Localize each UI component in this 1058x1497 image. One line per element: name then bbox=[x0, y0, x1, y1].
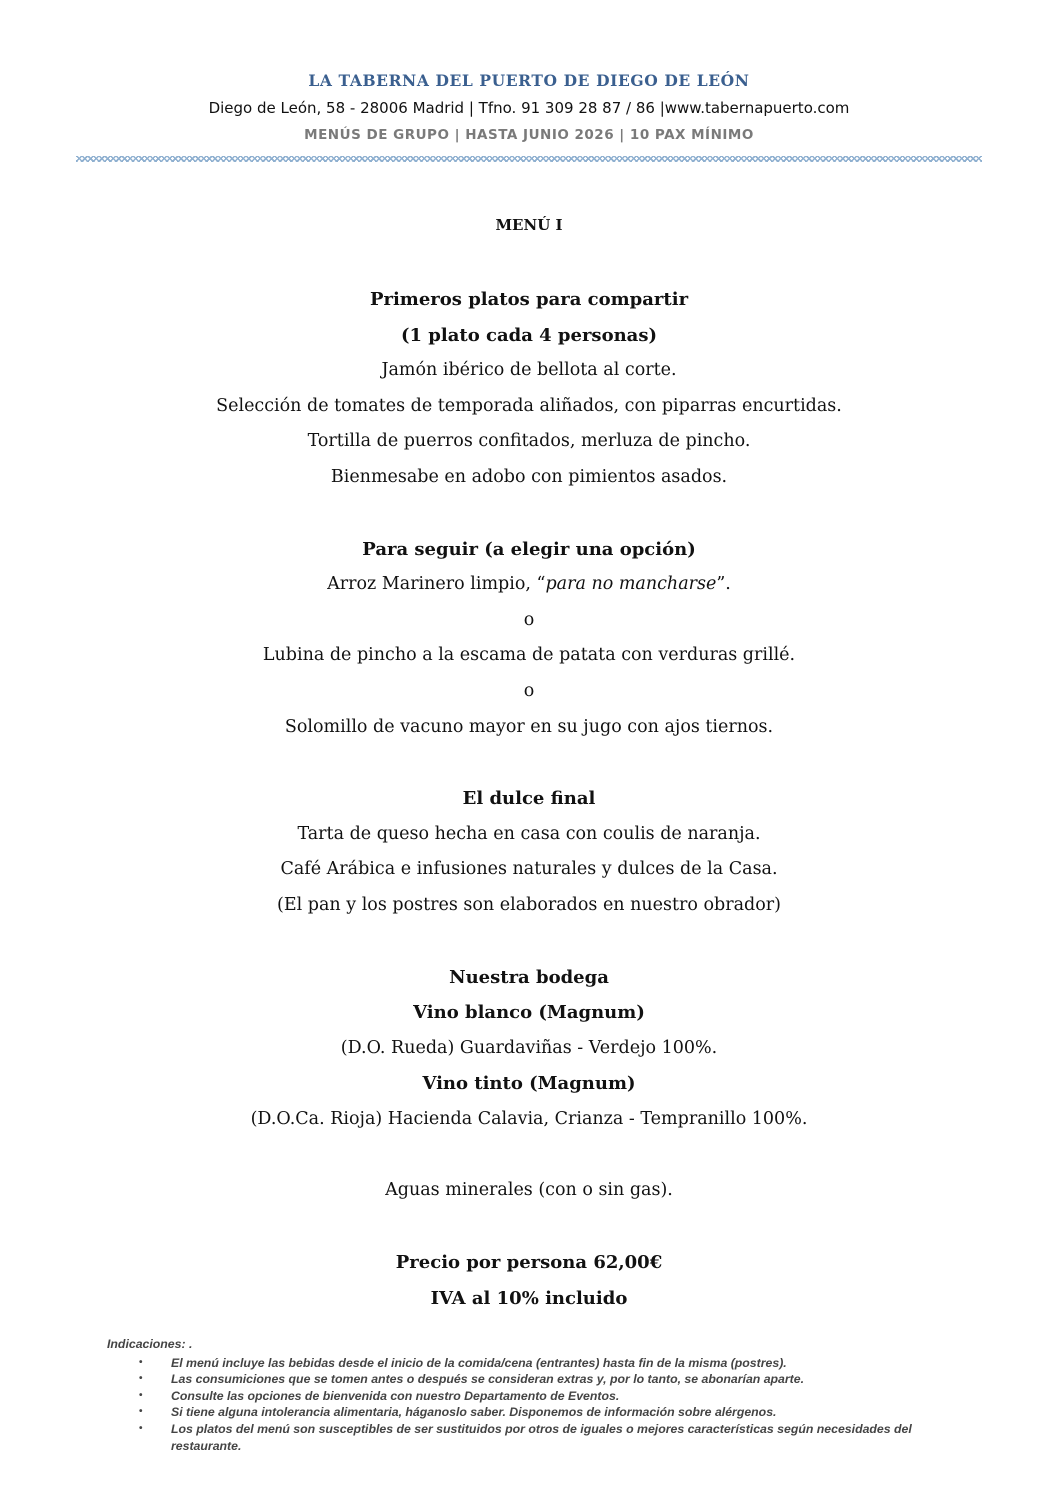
bullet-icon: • bbox=[139, 1356, 143, 1368]
starters-subtitle: (1 plato cada 4 personas) bbox=[401, 324, 657, 346]
red-wine-title: Vino tinto (Magnum) bbox=[422, 1073, 636, 1095]
list-item bbox=[139, 1421, 967, 1454]
main-option-3: Solomillo de vacuno mayor en su jugo con ajos tiernos. bbox=[284, 716, 774, 737]
note-text: El menú incluye las bebidas desde el inicio de la comida/cena (entrantes) hasta fin de la misma (postres). bbox=[171, 1355, 787, 1370]
menu-title: MENÚ I bbox=[495, 216, 563, 234]
list-item bbox=[139, 1355, 967, 1372]
bullet-icon: • bbox=[139, 1389, 143, 1401]
header-divider bbox=[76, 156, 982, 162]
menu-subtitle: MENÚS DE GRUPO | HASTA JUNIO 2026 | 10 PAX MÍNIMO bbox=[304, 127, 754, 143]
wine-title: Nuestra bodega bbox=[449, 966, 609, 988]
price-per-person: Precio por persona 62,00€ bbox=[395, 1252, 663, 1274]
red-wine-item: (D.O.Ca. Rioja) Hacienda Calavia, Crianza - Tempranillo 100%. bbox=[250, 1108, 808, 1129]
vat-note: IVA al 10% incluido bbox=[430, 1287, 628, 1309]
option-separator: o bbox=[523, 609, 535, 630]
menu-content bbox=[0, 210, 1058, 1316]
bullet-icon: • bbox=[139, 1406, 143, 1418]
starter-item: Selección de tomates de temporada aliñados, con piparras encurtidas. bbox=[216, 395, 842, 416]
list-item bbox=[139, 1371, 967, 1388]
dessert-item: (El pan y los postres son elaborados en nuestro obrador) bbox=[277, 894, 781, 915]
restaurant-name: LA TABERNA DEL PUERTO DE DIEGO DE LEÓN bbox=[308, 71, 750, 90]
starter-item: Jamón ibérico de bellota al corte. bbox=[381, 360, 677, 381]
white-wine-title: Vino blanco (Magnum) bbox=[413, 1002, 645, 1024]
main-option-1-italic: para no mancharse bbox=[545, 574, 717, 595]
starter-item: Tortilla de puerros confitados, merluza de pincho. bbox=[307, 431, 751, 452]
notes-heading: Indicaciones: . bbox=[107, 1337, 193, 1351]
dessert-title: El dulce final bbox=[462, 788, 596, 810]
note-text: Las consumiciones que se tomen antes o después se consideran extras y, por lo tanto, se abonarían aparte. bbox=[171, 1372, 805, 1387]
main-option-1-suffix: ”. bbox=[716, 574, 731, 595]
note-text: Si tiene alguna intolerancia alimentaria, háganoslo saber. Disponemos de información sobre alérgenos. bbox=[171, 1405, 777, 1420]
white-wine-item: (D.O. Rueda) Guardaviñas - Verdejo 100%. bbox=[340, 1037, 718, 1058]
notes-section bbox=[107, 1336, 967, 1454]
main-option-1 bbox=[0, 567, 1058, 603]
mains-title: Para seguir (a elegir una opción) bbox=[362, 538, 696, 560]
bullet-icon: • bbox=[139, 1373, 143, 1385]
contact-line: Diego de León, 58 - 28006 Madrid | Tfno. 91 309 28 87 / 86 |www.tabernapuerto.com bbox=[208, 99, 850, 117]
water-item: Aguas minerales (con o sin gas). bbox=[385, 1180, 673, 1201]
starters-title: Primeros platos para compartir bbox=[369, 289, 689, 310]
option-separator: o bbox=[523, 680, 535, 701]
list-item bbox=[139, 1388, 967, 1405]
dessert-item: Café Arábica e infusiones naturales y dulces de la Casa. bbox=[280, 859, 778, 880]
note-text: Consulte las opciones de bienvenida con nuestro Departamento de Eventos. bbox=[171, 1388, 620, 1403]
document-header bbox=[0, 70, 1058, 146]
bullet-icon: • bbox=[139, 1422, 143, 1434]
dessert-item: Tarta de queso hecha en casa con coulis de naranja. bbox=[297, 823, 761, 844]
list-item bbox=[139, 1404, 967, 1421]
main-option-2: Lubina de pincho a la escama de patata con verduras grillé. bbox=[262, 645, 796, 666]
starter-item: Bienmesabe en adobo con pimientos asados. bbox=[330, 466, 728, 487]
main-option-1-prefix: Arroz Marinero limpio, “ bbox=[327, 574, 546, 595]
note-text: Los platos del menú son susceptibles de ser sustituidos por otros de iguales o mejores características según necesidades del restaurante. bbox=[171, 1421, 912, 1453]
notes-list bbox=[107, 1355, 967, 1455]
